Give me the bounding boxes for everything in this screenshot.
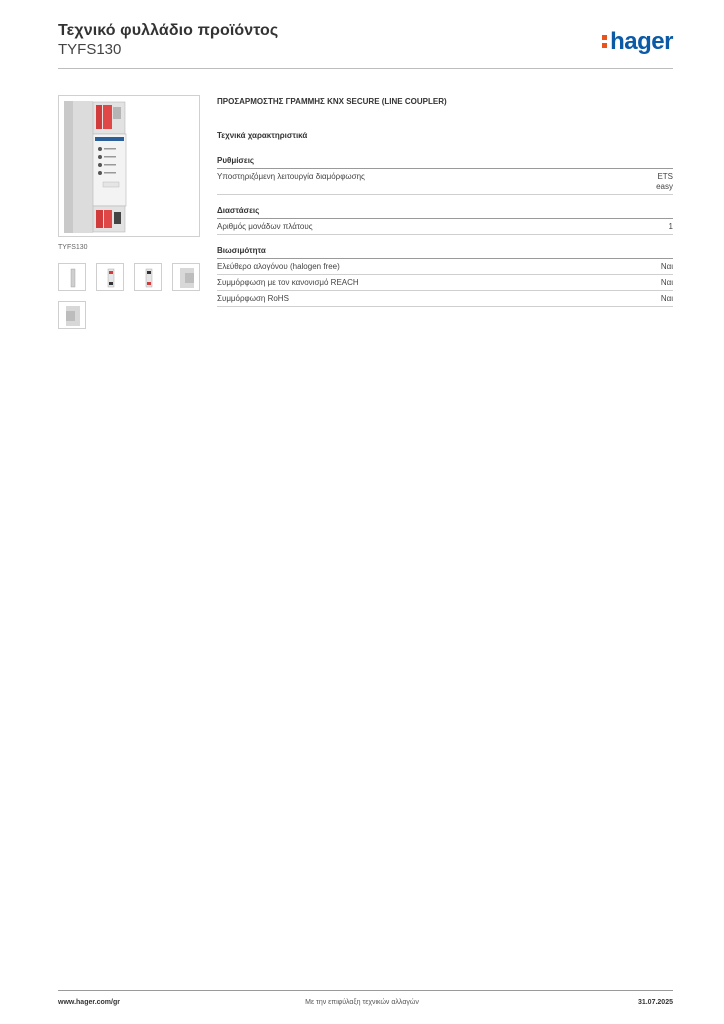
spec-row [217,219,673,235]
group-title: Διαστάσεις [217,206,673,219]
spec-row [217,275,673,291]
group-title: Ρυθμίσεις [217,156,673,169]
product-name: ΠΡΟΣΑΡΜΟΣΤΗΣ ΓΡΑΜΜΗΣ KNX SECURE (LINE COUPLER) [217,97,447,106]
spec-value [656,172,673,192]
footer-website-link[interactable]: www.hager.com/gr [58,999,120,1006]
group-settings [217,156,673,195]
spec-row [217,259,673,275]
spec-value-line-2: easy [656,182,673,191]
logo-text: hager [610,28,673,55]
footer-date: 31.07.2025 [637,999,673,1006]
front-view-icon [59,264,87,292]
logo-dots-icon [602,33,608,49]
thumbnail-side-2[interactable] [134,263,162,291]
document-title: Τεχνικό φυλλάδιο προϊόντος [58,22,279,39]
spec-label: Συμμόρφωση με τον κανονισμό REACH [217,278,359,287]
side-view-icon [135,264,163,292]
page-header [58,22,673,70]
footer-notice: Με την επιφύλαξη τεχνικών αλλαγών [305,999,419,1006]
product-reference: TYFS130 [58,41,122,58]
thumbnail-front[interactable] [58,263,86,291]
din-rail-device-icon [59,96,201,238]
hager-logo [602,28,673,56]
spec-label: Υποστηριζόμενη λειτουργία διαμόρφωσης [217,172,365,181]
spec-value: Ναι [660,278,673,287]
group-title: Βιωσιμότητα [217,246,673,259]
group-dimensions [217,206,673,235]
product-image [58,95,200,237]
spec-label: Ελεύθερο αλογόνου (halogen free) [217,262,340,271]
thumbnail-angle-2[interactable] [58,301,86,329]
spec-value: 1 [668,222,673,231]
header-divider [58,68,673,69]
angled-view-icon [59,302,87,330]
spec-row [217,169,673,195]
spec-value-line-1: ETS [657,172,673,181]
thumbnail-side-1[interactable] [96,263,124,291]
section-title: Τεχνικά χαρακτηριστικά [217,131,308,140]
product-image-caption: TYFS130 [58,244,88,251]
group-sustainability [217,246,673,307]
thumbnail-angle-1[interactable] [172,263,200,291]
spec-label: Αριθμός μονάδων πλάτους [217,222,313,231]
side-view-icon [97,264,125,292]
footer-divider [58,990,673,991]
spec-value: Ναι [660,294,673,303]
spec-value: Ναι [660,262,673,271]
spec-row [217,291,673,307]
spec-label: Συμμόρφωση RoHS [217,294,289,303]
angled-view-icon [173,264,201,292]
